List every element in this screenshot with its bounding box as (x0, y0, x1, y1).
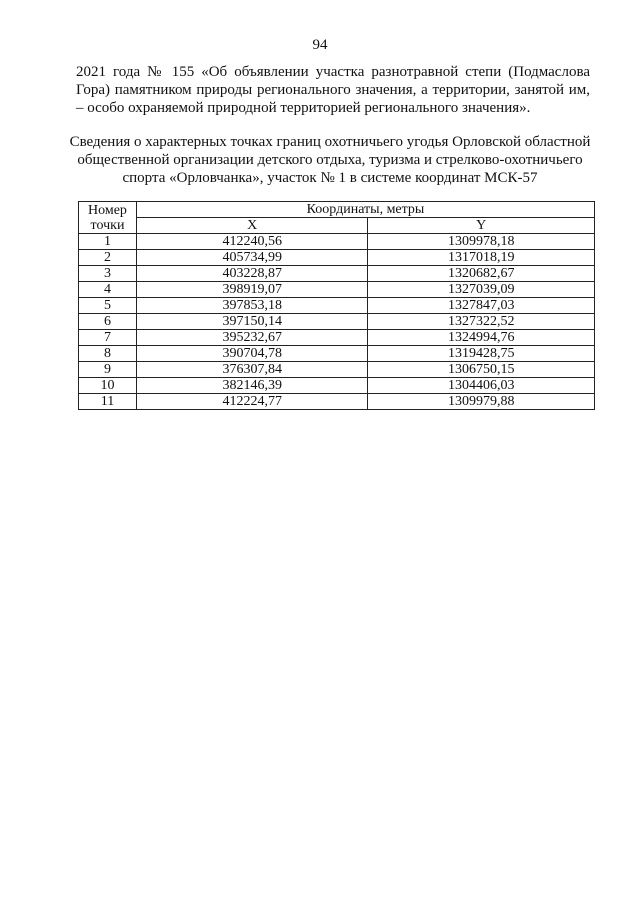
cell-y: 1309979,88 (368, 394, 595, 410)
table-row (79, 346, 595, 362)
cell-x: 405734,99 (136, 250, 367, 266)
header-point-number-line1: Номер (88, 202, 127, 218)
table-row (79, 330, 595, 346)
cell-point-number: 9 (79, 362, 137, 378)
cell-x: 395232,67 (136, 330, 367, 346)
header-point-number-line2: точки (90, 217, 125, 233)
cell-point-number: 5 (79, 298, 137, 314)
table-row (79, 282, 595, 298)
cell-point-number: 8 (79, 346, 137, 362)
cell-y: 1327322,52 (368, 314, 595, 330)
table-row (79, 298, 595, 314)
cell-y: 1306750,15 (368, 362, 595, 378)
cell-y: 1317018,19 (368, 250, 595, 266)
cell-point-number: 4 (79, 282, 137, 298)
table-row (79, 378, 595, 394)
header-y: Y (368, 218, 595, 234)
cell-y: 1320682,67 (368, 266, 595, 282)
header-coordinates: Координаты, метры (136, 202, 594, 218)
cell-y: 1327847,03 (368, 298, 595, 314)
cell-y: 1327039,09 (368, 282, 595, 298)
cell-x: 398919,07 (136, 282, 367, 298)
cell-y: 1319428,75 (368, 346, 595, 362)
table-row (79, 250, 595, 266)
cell-x: 412240,56 (136, 234, 367, 250)
cell-y: 1309978,18 (368, 234, 595, 250)
table-heading: Сведения о характерных точках границ охотничьего угодья Орловской областной общественной организации детского отдыха, туризма и стрелково-охотничьего спорта «Орловчанка», участок № 1 в системе координат МСК-57 (69, 134, 591, 186)
table-row (79, 266, 595, 282)
table-row (79, 314, 595, 330)
page-number: 94 (312, 37, 328, 53)
cell-x: 382146,39 (136, 378, 367, 394)
cell-point-number: 1 (79, 234, 137, 250)
cell-x: 397853,18 (136, 298, 367, 314)
cell-y: 1324994,76 (368, 330, 595, 346)
cell-x: 397150,14 (136, 314, 367, 330)
cell-y: 1304406,03 (368, 378, 595, 394)
table-row (79, 362, 595, 378)
table-row (79, 394, 595, 410)
header-point-number (79, 202, 137, 234)
header-x: X (136, 218, 367, 234)
intro-paragraph: 2021 года № 155 «Об объявлении участка разнотравной степи (Подмаслова Гора) памятником природы регионального значения, а территории, занятой им, – особо охраняемой природной территорией регионального значения». (76, 64, 590, 116)
cell-point-number: 10 (79, 378, 137, 394)
cell-x: 403228,87 (136, 266, 367, 282)
table-header-row (79, 202, 595, 218)
cell-point-number: 7 (79, 330, 137, 346)
cell-point-number: 3 (79, 266, 137, 282)
table-subheader-row (79, 218, 595, 234)
coordinates-table (78, 201, 595, 410)
cell-x: 412224,77 (136, 394, 367, 410)
cell-point-number: 11 (79, 394, 137, 410)
cell-point-number: 2 (79, 250, 137, 266)
cell-x: 390704,78 (136, 346, 367, 362)
table-row (79, 234, 595, 250)
cell-point-number: 6 (79, 314, 137, 330)
cell-x: 376307,84 (136, 362, 367, 378)
